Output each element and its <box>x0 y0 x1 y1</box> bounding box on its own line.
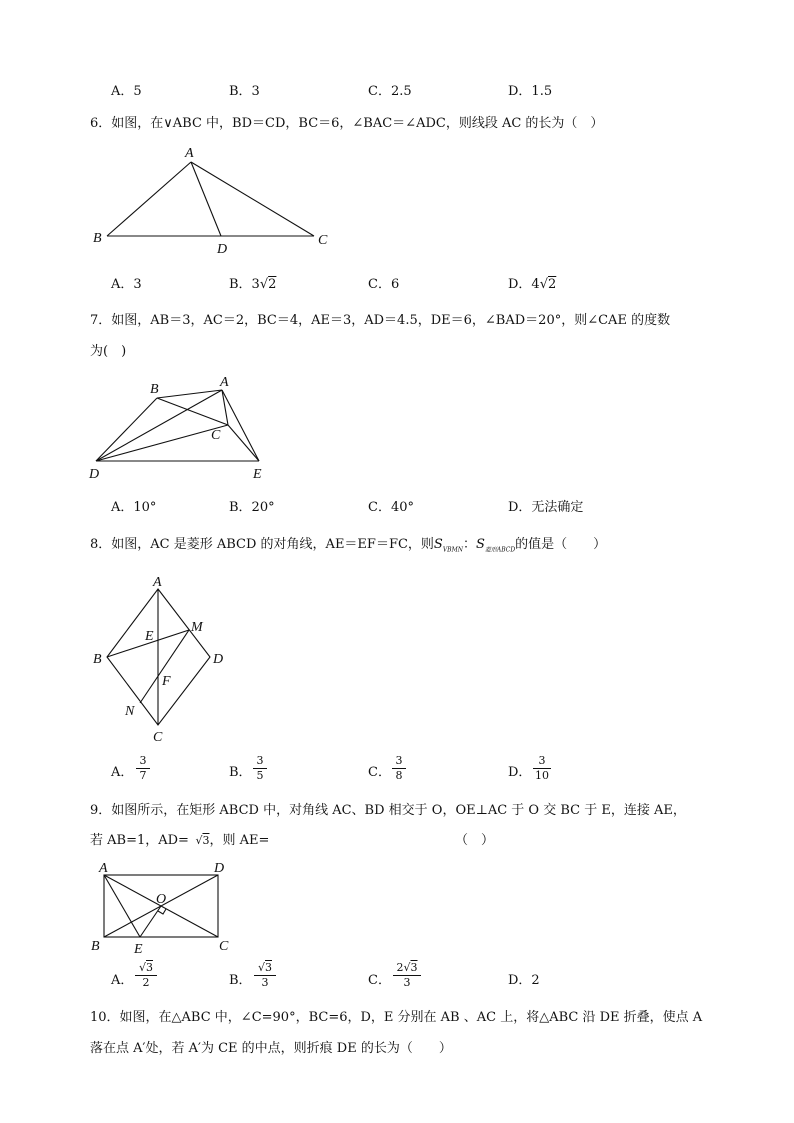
q6-option-d-text: D．4 <box>508 277 540 292</box>
q8-label-f: F <box>162 674 171 689</box>
q9-stem-line2-a: 若 AB=1，AD= <box>90 833 189 848</box>
q9-option-c-fraction <box>393 962 421 989</box>
q8-option-c-letter: C． <box>368 765 391 780</box>
q8-option-a-letter: A． <box>111 765 134 780</box>
q10-stem-line2: 落在点 A′处，若 A′为 CE 的中点，则折痕 DE 的长为（ ） <box>90 1041 452 1056</box>
sqrt-icon: √ <box>257 961 265 974</box>
q9-stem-line2-b: ，则 AE= <box>209 833 270 848</box>
sqrt-icon: √ <box>138 961 146 974</box>
q5-option-d: D．1.5 <box>508 84 553 99</box>
q6-label-a: A <box>185 146 194 161</box>
q7-option-d: D．无法确定 <box>508 500 584 515</box>
q8-label-e: E <box>145 629 154 644</box>
q6-option-b-text: B．3 <box>229 277 260 292</box>
sqrt-icon: √ <box>403 961 411 974</box>
q5-option-b: B．3 <box>229 84 260 99</box>
q9-stem-radicand: 3 <box>202 834 210 847</box>
q8-option-b-num: 3 <box>253 755 267 769</box>
q8-stem-part1: 8．如图，AC 是菱形 ABCD 的对角线，AE＝EF＝FC，则 <box>90 537 434 552</box>
q9-label-c: C <box>219 939 229 954</box>
q8-option-b-letter: B． <box>229 765 252 780</box>
q7-label-c: C <box>211 428 221 443</box>
q9-stem: 9．如图所示，在矩形 ABCD 中，对角线 AC、BD 相交于 O，OE⊥AC 于 O 交 BC 于 E，连接 AE， <box>90 803 686 818</box>
q9-label-d: D <box>214 861 225 876</box>
q9-option-c-letter: C． <box>368 973 391 988</box>
q9-option-a-letter: A． <box>111 973 134 988</box>
q9-option-c-den: 3 <box>403 976 411 989</box>
q6-label-d: D <box>217 242 228 257</box>
q6-option-b-radicand: 2 <box>268 277 277 292</box>
q9-option-b-num <box>254 962 276 976</box>
q8-label-n: N <box>125 704 135 719</box>
q8-area-s1-sub: VBMN <box>442 546 463 554</box>
q7-option-c: C．40° <box>368 500 414 515</box>
q7-stem: 7．如图，AB＝3，AC＝2，BC＝4，AE＝3，AD＝4.5，DE＝6，∠BAD＝20°，则∠CAE 的度数 <box>90 313 671 328</box>
q7-option-b: B．20° <box>229 500 275 515</box>
q6-label-b: B <box>93 231 102 246</box>
right-angle-icon <box>158 909 166 914</box>
q8-option-b-den: 5 <box>256 769 264 782</box>
q6-option-d-radicand: 2 <box>548 277 557 292</box>
q8-option-a-den: 7 <box>139 769 147 782</box>
q8-label-d: D <box>213 652 224 667</box>
q9-label-b: B <box>91 939 100 954</box>
q9-option-a-den: 2 <box>142 976 150 989</box>
sqrt-icon: √ <box>539 277 548 292</box>
q6-label-c: C <box>318 233 328 248</box>
sqrt-icon: √ <box>259 277 269 292</box>
q9-option-d: D．2 <box>508 973 540 988</box>
q9-option-a-num <box>135 962 157 976</box>
q9-option-b-letter: B． <box>229 973 252 988</box>
q6-option-c: C．6 <box>368 277 400 292</box>
q9-option-a-radicand: 3 <box>146 961 153 974</box>
q8-option-d-letter: D． <box>508 765 532 780</box>
q8-label-a: A <box>153 575 162 590</box>
q7-label-b: B <box>150 382 159 397</box>
q9-option-c-coef: 2 <box>396 961 404 974</box>
q6-stem: 6．如图，在∨ABC 中，BD＝CD，BC＝6，∠BAC＝∠ADC，则线段 AC 的长为（ ） <box>90 116 604 131</box>
q7-stem-line2: 为( ) <box>90 344 127 359</box>
q9-option-b-den: 3 <box>261 976 269 989</box>
q9-segment-oe <box>140 906 161 937</box>
q9-answer-paren: （ ） <box>455 833 495 848</box>
q5-option-c: C．2.5 <box>368 84 412 99</box>
q8-option-c-den: 8 <box>395 769 403 782</box>
q7-label-d: D <box>89 467 100 482</box>
sqrt-icon: √ <box>195 834 203 847</box>
q8-stem-part2: 的值是（ ） <box>515 537 607 552</box>
q10-stem: 10．如图，在△ABC 中，∠C=90°，BC=6，D，E 分别在 AB 、AC 上，将△ABC 沿 DE 折叠，使点 A <box>90 1010 703 1025</box>
q7-label-a: A <box>220 375 229 390</box>
q8-label-b: B <box>93 652 102 667</box>
q7-label-e: E <box>253 467 262 482</box>
q9-option-b-fraction <box>254 962 276 989</box>
q8-option-c-num: 3 <box>392 755 406 769</box>
q7-option-a: A．10° <box>111 500 157 515</box>
q6-option-a: A．3 <box>111 277 142 292</box>
q8-area-s1: S <box>433 537 443 552</box>
q8-option-d-num: 3 <box>533 755 551 769</box>
q9-label-a: A <box>99 861 108 876</box>
q9-label-e: E <box>134 942 143 957</box>
q8-label-c: C <box>153 730 163 745</box>
q9-option-c-num <box>393 962 421 976</box>
q8-area-s2: S <box>475 537 485 552</box>
q5-option-a: A．5 <box>111 84 142 99</box>
q8-label-m: M <box>191 620 203 635</box>
q9-label-o: O <box>156 892 167 907</box>
q9-option-b-radicand: 3 <box>265 961 272 974</box>
q8-area-s2-sub: 菱形ABCD <box>484 546 516 554</box>
q8-option-d-den: 10 <box>535 769 549 782</box>
q9-option-a-fraction <box>135 962 157 989</box>
q8-option-a-num: 3 <box>136 755 150 769</box>
q9-option-c-radicand: 3 <box>410 961 418 974</box>
q8-colon: ： <box>462 537 476 552</box>
